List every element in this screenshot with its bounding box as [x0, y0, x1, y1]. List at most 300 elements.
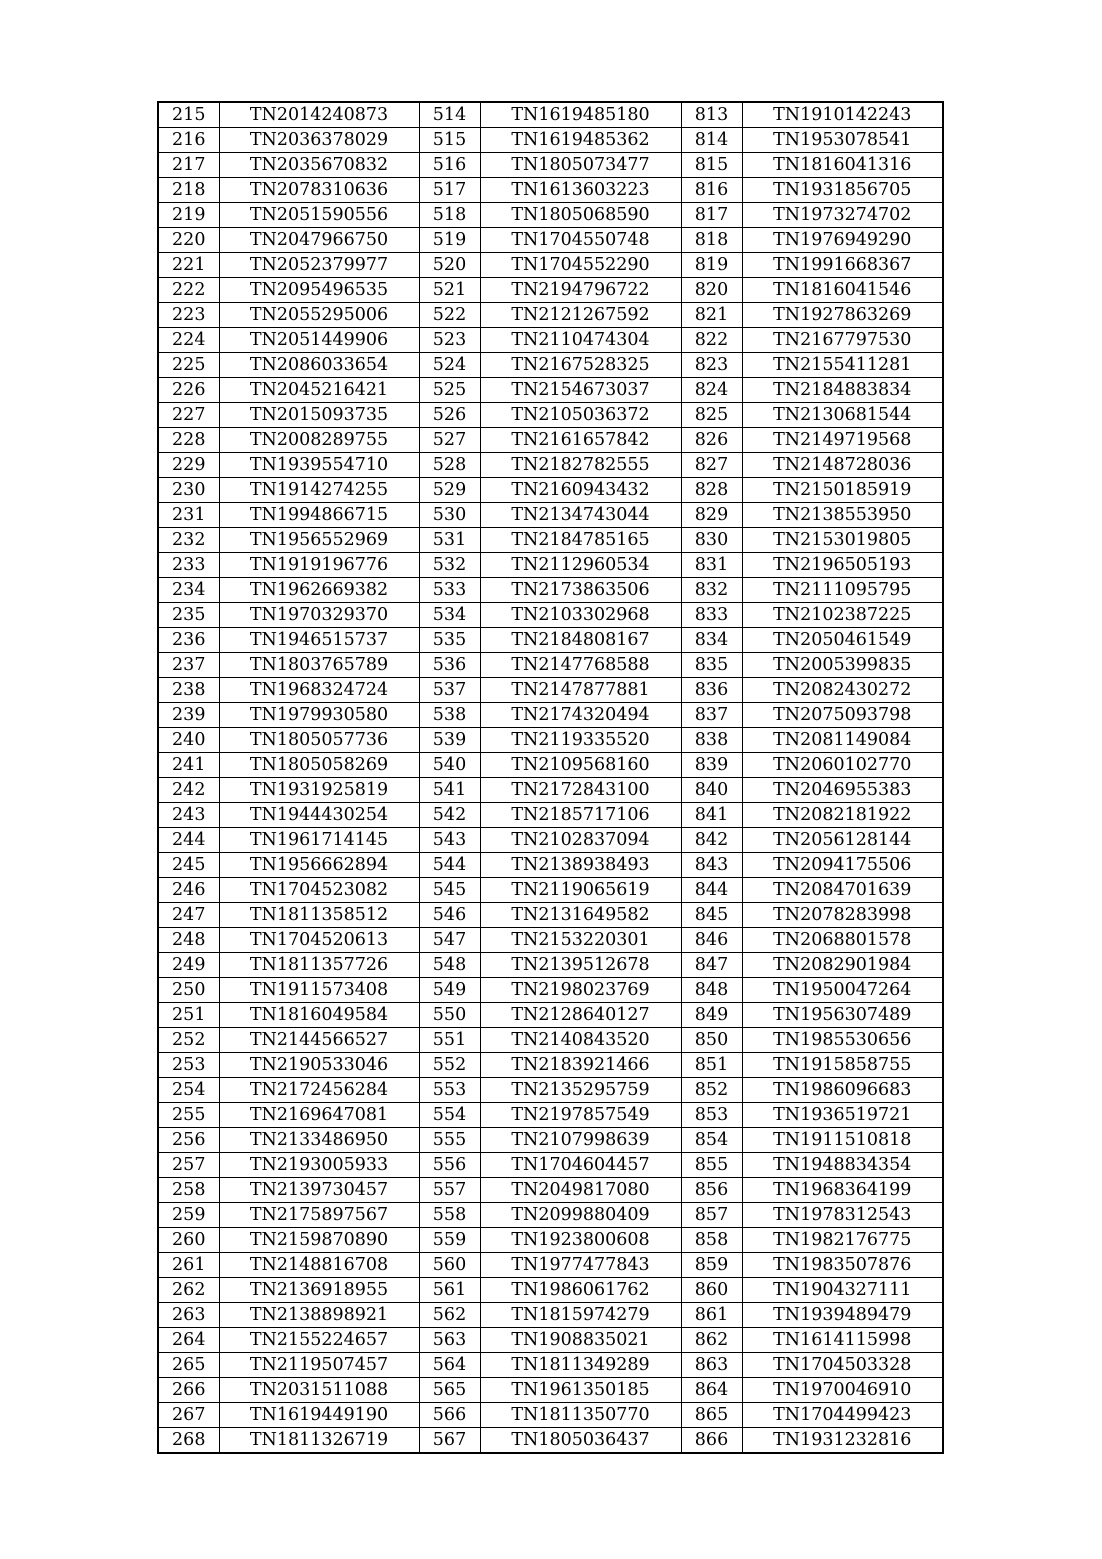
- registration-code-cell: TN1968364199: [742, 1178, 943, 1203]
- serial-number-cell: 233: [158, 553, 219, 578]
- serial-number-cell: 257: [158, 1153, 219, 1178]
- serial-number-cell: 253: [158, 1053, 219, 1078]
- serial-number-cell: 830: [681, 528, 742, 553]
- serial-number-cell: 248: [158, 928, 219, 953]
- serial-number-cell: 832: [681, 578, 742, 603]
- serial-number-cell: 252: [158, 1028, 219, 1053]
- registration-code-cell: TN1973274702: [742, 203, 943, 228]
- registration-code-cell: TN2131649582: [480, 903, 681, 928]
- serial-number-cell: 817: [681, 203, 742, 228]
- registration-code-cell: TN2149719568: [742, 428, 943, 453]
- table-row: [158, 153, 943, 178]
- serial-number-cell: 567: [419, 1428, 480, 1454]
- serial-number-cell: 852: [681, 1078, 742, 1103]
- registration-code-cell: TN1704523082: [219, 878, 419, 903]
- registration-code-cell: TN1931925819: [219, 778, 419, 803]
- serial-number-cell: 555: [419, 1128, 480, 1153]
- registration-code-cell: TN1816041546: [742, 278, 943, 303]
- serial-number-cell: 261: [158, 1253, 219, 1278]
- serial-number-cell: 263: [158, 1303, 219, 1328]
- serial-number-cell: 848: [681, 978, 742, 1003]
- registration-code-cell: TN1986061762: [480, 1278, 681, 1303]
- table-row: [158, 378, 943, 403]
- serial-number-cell: 267: [158, 1403, 219, 1428]
- registration-code-cell: TN2111095795: [742, 578, 943, 603]
- serial-number-cell: 218: [158, 178, 219, 203]
- registration-code-cell: TN2112960534: [480, 553, 681, 578]
- registration-code-cell: TN2051590556: [219, 203, 419, 228]
- serial-number-cell: 864: [681, 1378, 742, 1403]
- serial-number-cell: 850: [681, 1028, 742, 1053]
- serial-number-cell: 220: [158, 228, 219, 253]
- serial-number-cell: 240: [158, 728, 219, 753]
- registration-code-cell: TN2036378029: [219, 128, 419, 153]
- registration-code-cell: TN2153019805: [742, 528, 943, 553]
- table-row: [158, 428, 943, 453]
- registration-code-cell: TN1910142243: [742, 102, 943, 128]
- registration-code-cell: TN1978312543: [742, 1203, 943, 1228]
- serial-number-cell: 821: [681, 303, 742, 328]
- serial-number-cell: 566: [419, 1403, 480, 1428]
- registration-code-cell: TN2167797530: [742, 328, 943, 353]
- serial-number-cell: 563: [419, 1328, 480, 1353]
- serial-number-cell: 824: [681, 378, 742, 403]
- serial-number-cell: 243: [158, 803, 219, 828]
- serial-number-cell: 828: [681, 478, 742, 503]
- registration-code-cell: TN2103302968: [480, 603, 681, 628]
- registration-code-cell: TN1986096683: [742, 1078, 943, 1103]
- serial-number-cell: 564: [419, 1353, 480, 1378]
- serial-number-cell: 260: [158, 1228, 219, 1253]
- serial-number-cell: 221: [158, 253, 219, 278]
- registration-code-cell: TN2148816708: [219, 1253, 419, 1278]
- serial-number-cell: 246: [158, 878, 219, 903]
- table-row: [158, 453, 943, 478]
- table-row: [158, 728, 943, 753]
- serial-number-cell: 838: [681, 728, 742, 753]
- serial-number-cell: 820: [681, 278, 742, 303]
- serial-number-cell: 230: [158, 478, 219, 503]
- serial-number-cell: 814: [681, 128, 742, 153]
- registration-code-cell: TN2169647081: [219, 1103, 419, 1128]
- registration-code-cell: TN1919196776: [219, 553, 419, 578]
- serial-number-cell: 549: [419, 978, 480, 1003]
- serial-number-cell: 846: [681, 928, 742, 953]
- registration-code-cell: TN1982176775: [742, 1228, 943, 1253]
- serial-number-cell: 526: [419, 403, 480, 428]
- registration-code-cell: TN2138898921: [219, 1303, 419, 1328]
- table-row: [158, 678, 943, 703]
- registration-code-cell: TN2095496535: [219, 278, 419, 303]
- registration-code-cell: TN1950047264: [742, 978, 943, 1003]
- serial-number-cell: 265: [158, 1353, 219, 1378]
- registration-code-cell: TN2082901984: [742, 953, 943, 978]
- serial-number-cell: 835: [681, 653, 742, 678]
- table-row: [158, 1178, 943, 1203]
- serial-number-cell: 264: [158, 1328, 219, 1353]
- table-row: [158, 778, 943, 803]
- registration-code-cell: TN1931232816: [742, 1428, 943, 1454]
- table-row: [158, 178, 943, 203]
- registration-code-cell: TN2139512678: [480, 953, 681, 978]
- serial-number-cell: 215: [158, 102, 219, 128]
- serial-number-cell: 543: [419, 828, 480, 853]
- table-row: [158, 102, 943, 128]
- serial-number-cell: 825: [681, 403, 742, 428]
- serial-number-cell: 541: [419, 778, 480, 803]
- serial-number-cell: 251: [158, 1003, 219, 1028]
- serial-number-cell: 822: [681, 328, 742, 353]
- registration-code-cell: TN2099880409: [480, 1203, 681, 1228]
- table-row: [158, 403, 943, 428]
- serial-number-cell: 231: [158, 503, 219, 528]
- table-row: [158, 1003, 943, 1028]
- serial-number-cell: 535: [419, 628, 480, 653]
- serial-number-cell: 537: [419, 678, 480, 703]
- serial-number-cell: 515: [419, 128, 480, 153]
- table-row: [158, 803, 943, 828]
- table-row: [158, 653, 943, 678]
- table-row: [158, 1028, 943, 1053]
- registration-code-cell: TN1904327111: [742, 1278, 943, 1303]
- serial-number-cell: 519: [419, 228, 480, 253]
- serial-number-cell: 216: [158, 128, 219, 153]
- registration-code-cell: TN2147768588: [480, 653, 681, 678]
- registration-code-cell: TN1962669382: [219, 578, 419, 603]
- registration-code-cell: TN1811326719: [219, 1428, 419, 1454]
- registration-code-cell: TN1816041316: [742, 153, 943, 178]
- table-body: [158, 102, 943, 1453]
- registration-code-cell: TN1815974279: [480, 1303, 681, 1328]
- registration-code-cell: TN2144566527: [219, 1028, 419, 1053]
- serial-number-cell: 860: [681, 1278, 742, 1303]
- registration-code-cell: TN2184808167: [480, 628, 681, 653]
- registration-code-cell: TN2160943432: [480, 478, 681, 503]
- registration-code-cell: TN1811349289: [480, 1353, 681, 1378]
- registration-code-cell: TN1961714145: [219, 828, 419, 853]
- table-row: [158, 603, 943, 628]
- registration-code-cell: TN2182782555: [480, 453, 681, 478]
- registration-code-cell: TN2175897567: [219, 1203, 419, 1228]
- serial-number-cell: 858: [681, 1228, 742, 1253]
- serial-number-cell: 217: [158, 153, 219, 178]
- registration-code-cell: TN2140843520: [480, 1028, 681, 1053]
- registration-code-cell: TN2183921466: [480, 1053, 681, 1078]
- serial-number-cell: 562: [419, 1303, 480, 1328]
- serial-number-cell: 239: [158, 703, 219, 728]
- serial-number-cell: 854: [681, 1128, 742, 1153]
- table-row: [158, 953, 943, 978]
- registration-code-cell: TN2055295006: [219, 303, 419, 328]
- table-row: [158, 328, 943, 353]
- registration-code-cell: TN1619449190: [219, 1403, 419, 1428]
- serial-number-cell: 237: [158, 653, 219, 678]
- registration-code-cell: TN1805073477: [480, 153, 681, 178]
- serial-number-cell: 227: [158, 403, 219, 428]
- table-row: [158, 1353, 943, 1378]
- registration-code-cell: TN2128640127: [480, 1003, 681, 1028]
- registration-code-cell: TN1931856705: [742, 178, 943, 203]
- serial-number-cell: 552: [419, 1053, 480, 1078]
- serial-number-cell: 559: [419, 1228, 480, 1253]
- registration-code-cell: TN2184785165: [480, 528, 681, 553]
- serial-number-cell: 862: [681, 1328, 742, 1353]
- serial-number-cell: 266: [158, 1378, 219, 1403]
- serial-number-cell: 229: [158, 453, 219, 478]
- registration-code-cell: TN2194796722: [480, 278, 681, 303]
- serial-number-cell: 228: [158, 428, 219, 453]
- serial-number-cell: 524: [419, 353, 480, 378]
- registration-code-cell: TN2109568160: [480, 753, 681, 778]
- registration-code-cell: TN2102387225: [742, 603, 943, 628]
- registration-code-cell: TN2014240873: [219, 102, 419, 128]
- registration-code-cell: TN1914274255: [219, 478, 419, 503]
- registration-code-cell: TN1805036437: [480, 1428, 681, 1454]
- serial-number-cell: 818: [681, 228, 742, 253]
- serial-number-cell: 224: [158, 328, 219, 353]
- registration-code-cell: TN2174320494: [480, 703, 681, 728]
- serial-number-cell: 527: [419, 428, 480, 453]
- serial-number-cell: 556: [419, 1153, 480, 1178]
- table-row: [158, 203, 943, 228]
- registration-code-cell: TN2172456284: [219, 1078, 419, 1103]
- serial-number-cell: 521: [419, 278, 480, 303]
- registration-code-cell: TN1704552290: [480, 253, 681, 278]
- table-row: [158, 303, 943, 328]
- registration-code-cell: TN2136918955: [219, 1278, 419, 1303]
- registration-code-cell: TN2035670832: [219, 153, 419, 178]
- registration-code-cell: TN1805057736: [219, 728, 419, 753]
- serial-number-cell: 833: [681, 603, 742, 628]
- table-row: [158, 928, 943, 953]
- registration-code-cell: TN2196505193: [742, 553, 943, 578]
- serial-number-cell: 262: [158, 1278, 219, 1303]
- registration-code-cell: TN2047966750: [219, 228, 419, 253]
- registration-code-cell: TN2161657842: [480, 428, 681, 453]
- table-row: [158, 1078, 943, 1103]
- serial-number-cell: 259: [158, 1203, 219, 1228]
- serial-number-cell: 857: [681, 1203, 742, 1228]
- registration-code-cell: TN1970329370: [219, 603, 419, 628]
- serial-number-cell: 834: [681, 628, 742, 653]
- registration-code-cell: TN2138938493: [480, 853, 681, 878]
- registration-code-cell: TN2197857549: [480, 1103, 681, 1128]
- registration-code-cell: TN2139730457: [219, 1178, 419, 1203]
- serial-number-cell: 268: [158, 1428, 219, 1454]
- registration-code-cell: TN1956662894: [219, 853, 419, 878]
- serial-number-cell: 831: [681, 553, 742, 578]
- table-row: [158, 1403, 943, 1428]
- serial-number-cell: 554: [419, 1103, 480, 1128]
- table-row: [158, 228, 943, 253]
- serial-number-cell: 531: [419, 528, 480, 553]
- serial-number-cell: 823: [681, 353, 742, 378]
- registration-code-cell: TN2005399835: [742, 653, 943, 678]
- registration-code-cell: TN1953078541: [742, 128, 943, 153]
- serial-number-cell: 525: [419, 378, 480, 403]
- registration-code-cell: TN1956307489: [742, 1003, 943, 1028]
- serial-number-cell: 235: [158, 603, 219, 628]
- serial-number-cell: 836: [681, 678, 742, 703]
- registration-code-cell: TN1977477843: [480, 1253, 681, 1278]
- serial-number-cell: 557: [419, 1178, 480, 1203]
- registration-code-cell: TN2110474304: [480, 328, 681, 353]
- serial-number-cell: 546: [419, 903, 480, 928]
- registration-code-cell: TN2075093798: [742, 703, 943, 728]
- registration-code-cell: TN2185717106: [480, 803, 681, 828]
- serial-number-cell: 548: [419, 953, 480, 978]
- table-row: [158, 553, 943, 578]
- serial-number-cell: 539: [419, 728, 480, 753]
- registration-code-cell: TN1805058269: [219, 753, 419, 778]
- registration-code-cell: TN1976949290: [742, 228, 943, 253]
- serial-number-cell: 813: [681, 102, 742, 128]
- registration-code-cell: TN2078283998: [742, 903, 943, 928]
- registration-code-cell: TN1956552969: [219, 528, 419, 553]
- registration-code-cell: TN1816049584: [219, 1003, 419, 1028]
- table-row: [158, 903, 943, 928]
- serial-number-cell: 561: [419, 1278, 480, 1303]
- registration-code-cell: TN1923800608: [480, 1228, 681, 1253]
- registration-code-cell: TN2102837094: [480, 828, 681, 853]
- serial-number-cell: 550: [419, 1003, 480, 1028]
- serial-number-cell: 241: [158, 753, 219, 778]
- serial-number-cell: 819: [681, 253, 742, 278]
- registration-code-cell: TN1811350770: [480, 1403, 681, 1428]
- registration-code-cell: TN1983507876: [742, 1253, 943, 1278]
- table-row: [158, 528, 943, 553]
- serial-number-cell: 551: [419, 1028, 480, 1053]
- registration-code-cell: TN1936519721: [742, 1103, 943, 1128]
- registration-code-cell: TN2068801578: [742, 928, 943, 953]
- table-row: [158, 1378, 943, 1403]
- registration-code-cell: TN2084701639: [742, 878, 943, 903]
- registration-code-cell: TN1803765789: [219, 653, 419, 678]
- registration-code-cell: TN1948834354: [742, 1153, 943, 1178]
- registration-code-cell: TN2159870890: [219, 1228, 419, 1253]
- registration-code-cell: TN2193005933: [219, 1153, 419, 1178]
- registration-code-cell: TN1908835021: [480, 1328, 681, 1353]
- table-row: [158, 578, 943, 603]
- registration-code-cell: TN2133486950: [219, 1128, 419, 1153]
- registration-code-cell: TN2078310636: [219, 178, 419, 203]
- registration-code-cell: TN2173863506: [480, 578, 681, 603]
- serial-number-cell: 520: [419, 253, 480, 278]
- serial-number-cell: 518: [419, 203, 480, 228]
- registration-code-cell: TN2052379977: [219, 253, 419, 278]
- table-row: [158, 978, 943, 1003]
- registration-code-cell: TN2153220301: [480, 928, 681, 953]
- serial-number-cell: 250: [158, 978, 219, 1003]
- serial-number-cell: 843: [681, 853, 742, 878]
- serial-number-cell: 222: [158, 278, 219, 303]
- serial-number-cell: 219: [158, 203, 219, 228]
- serial-number-cell: 538: [419, 703, 480, 728]
- registration-code-cell: TN1968324724: [219, 678, 419, 703]
- registration-code-cell: TN1811358512: [219, 903, 419, 928]
- registration-code-cell: TN1915858755: [742, 1053, 943, 1078]
- serial-number-cell: 514: [419, 102, 480, 128]
- registration-code-cell: TN2198023769: [480, 978, 681, 1003]
- table-row: [158, 253, 943, 278]
- table-row: [158, 703, 943, 728]
- table-row: [158, 1153, 943, 1178]
- serial-number-cell: 845: [681, 903, 742, 928]
- registration-code-cell: TN2105036372: [480, 403, 681, 428]
- serial-number-cell: 534: [419, 603, 480, 628]
- registration-code-cell: TN2167528325: [480, 353, 681, 378]
- registration-code-cell: TN1946515737: [219, 628, 419, 653]
- registration-code-cell: TN2148728036: [742, 453, 943, 478]
- serial-number-cell: 517: [419, 178, 480, 203]
- serial-number-cell: 523: [419, 328, 480, 353]
- serial-number-cell: 849: [681, 1003, 742, 1028]
- registration-code-cell: TN1811357726: [219, 953, 419, 978]
- serial-number-cell: 255: [158, 1103, 219, 1128]
- registration-code-cell: TN1911510818: [742, 1128, 943, 1153]
- registration-code-cell: TN2119335520: [480, 728, 681, 753]
- serial-number-cell: 544: [419, 853, 480, 878]
- serial-number-cell: 529: [419, 478, 480, 503]
- table-row: [158, 1253, 943, 1278]
- registration-code-cell: TN1619485180: [480, 102, 681, 128]
- serial-number-cell: 223: [158, 303, 219, 328]
- registration-code-cell: TN2049817080: [480, 1178, 681, 1203]
- registration-code-cell: TN2135295759: [480, 1078, 681, 1103]
- table-row: [158, 1128, 943, 1153]
- registration-code-cell: TN1613603223: [480, 178, 681, 203]
- table-row: [158, 503, 943, 528]
- serial-number-cell: 547: [419, 928, 480, 953]
- registration-code-cell: TN1961350185: [480, 1378, 681, 1403]
- registration-code-cell: TN1939554710: [219, 453, 419, 478]
- serial-number-cell: 225: [158, 353, 219, 378]
- serial-number-cell: 851: [681, 1053, 742, 1078]
- serial-number-cell: 859: [681, 1253, 742, 1278]
- registration-code-cell: TN1985530656: [742, 1028, 943, 1053]
- registration-code-cell: TN2031511088: [219, 1378, 419, 1403]
- table-row: [158, 1303, 943, 1328]
- serial-number-cell: 837: [681, 703, 742, 728]
- registration-code-cell: TN2154673037: [480, 378, 681, 403]
- table-row: [158, 628, 943, 653]
- serial-number-cell: 258: [158, 1178, 219, 1203]
- serial-number-cell: 853: [681, 1103, 742, 1128]
- serial-number-cell: 558: [419, 1203, 480, 1228]
- serial-number-cell: 861: [681, 1303, 742, 1328]
- serial-number-cell: 232: [158, 528, 219, 553]
- table-row: [158, 1103, 943, 1128]
- serial-number-cell: 533: [419, 578, 480, 603]
- registration-code-cell: TN2060102770: [742, 753, 943, 778]
- registration-code-cell: TN2046955383: [742, 778, 943, 803]
- registration-code-cell: TN2190533046: [219, 1053, 419, 1078]
- serial-number-cell: 238: [158, 678, 219, 703]
- registration-code-cell: TN1979930580: [219, 703, 419, 728]
- table-row: [158, 1278, 943, 1303]
- registration-code-cell: TN2045216421: [219, 378, 419, 403]
- table-row: [158, 753, 943, 778]
- serial-number-cell: 226: [158, 378, 219, 403]
- registration-code-cell: TN2119507457: [219, 1353, 419, 1378]
- serial-number-cell: 855: [681, 1153, 742, 1178]
- serial-number-cell: 245: [158, 853, 219, 878]
- serial-number-cell: 522: [419, 303, 480, 328]
- serial-number-cell: 844: [681, 878, 742, 903]
- serial-number-cell: 847: [681, 953, 742, 978]
- table-row: [158, 1203, 943, 1228]
- serial-number-cell: 863: [681, 1353, 742, 1378]
